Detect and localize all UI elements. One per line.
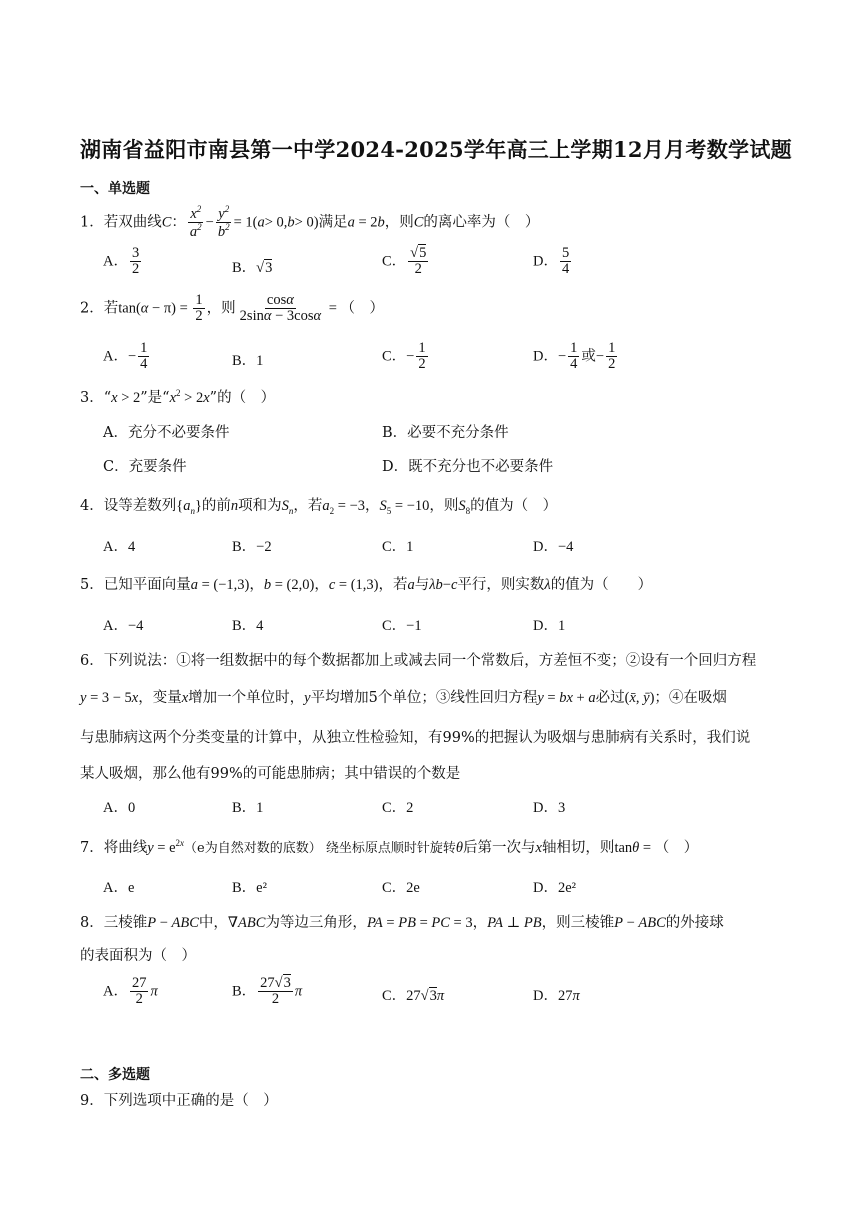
- q7-option-b: B．e²: [232, 880, 267, 896]
- q6-option-b: B．1: [232, 800, 264, 816]
- q7-option-d: D．2e²: [533, 880, 577, 896]
- q7-option-a: A．e: [103, 880, 135, 896]
- q1-option-b: B．√3: [232, 260, 273, 276]
- section-heading-single: 一、单选题: [80, 181, 150, 197]
- q2-option-b: B．1: [232, 353, 264, 369]
- q6-option-a: A．0: [103, 800, 136, 816]
- q4-option-b: B．−2: [232, 539, 272, 555]
- page-title: 湖南省益阳市南县第一中学2024-2025学年高三上学期12月月考数学试题: [80, 137, 792, 162]
- question-2: 2．若tan(α − π) = $\frac{1}{2}$ ，则 $\frac{\cos\alpha}{2\sin\alpha - 3\cos\alpha}$ = （ ）: [80, 292, 385, 325]
- q4-option-d: D．−4: [533, 539, 574, 555]
- q8-option-d: D．27π: [533, 988, 580, 1004]
- q8-option-c: C．27√3π: [382, 988, 445, 1004]
- q1-option-d: D． $\frac{5}{4}$: [533, 245, 570, 278]
- q4-option-a: A．4: [103, 539, 136, 555]
- q5-option-d: D．1: [533, 618, 566, 634]
- question-8-line-2: 的表面积为（ ）: [80, 948, 196, 964]
- question-6-line-2: y = 3 − 5x，变量x增加一个单位时，y平均增加5个单位；③线性回归方程y = bx + a必过(x̄, ȳ)；④在吸烟: [80, 690, 727, 706]
- question-5: 5．已知平面向量a = (−1,3)，b = (2,0)，c = (1,3)，若a与λb−c平行，则实数λ的值为（ ）: [80, 577, 653, 593]
- q8-option-a: A． $\frac{27}{2}$ π: [103, 975, 158, 1008]
- section-heading-multi: 二、多选题: [80, 1067, 150, 1083]
- q4-option-c: C．1: [382, 539, 414, 555]
- question-3: 3．“x > 2”是“$x^2 > 2x$”的（ ）: [80, 388, 276, 406]
- question-4: 4．设等差数列$\{a_n\}$的前n项和为$S_n$，若$a_2 = -3$，$S_5 = -10$，则$S_8$的值为（ ）: [80, 498, 558, 516]
- question-7: 7．将曲线$y = e^{2x}(e$为自然对数的底数） 绕坐标原点顺时针旋转θ后第一次与x轴相切，则tanθ = （ ）: [80, 838, 699, 856]
- q3-option-a: A．充分不必要条件: [103, 425, 230, 441]
- q7-option-c: C．2e: [382, 880, 420, 896]
- q5-option-a: A．−4: [103, 618, 144, 634]
- q8-option-b: B． $\frac{27√3}{2}$ π: [232, 975, 303, 1008]
- q3-option-d: D．既不充分也不必要条件: [382, 459, 554, 475]
- question-1: 1．若双曲线C： $\frac{x^2}{a^2}$ − $\frac{y^2}{b^2}$ = 1(a> 0,b> 0)满足a = 2b，则C的离心率为（ ）: [80, 204, 540, 240]
- q1-option-a: A． $\frac{3}{2}$: [103, 245, 140, 278]
- q5-option-b: B．4: [232, 618, 264, 634]
- question-9: 9．下列选项中正确的是（ ）: [80, 1093, 278, 1109]
- q6-option-d: D．3: [533, 800, 566, 816]
- question-6-line-4: 某人吸烟，那么他有99%的可能患肺病；其中错误的个数是: [80, 766, 461, 782]
- q2-option-d: D．− $\frac{1}{4}$ 或− $\frac{1}{2}$: [533, 340, 616, 373]
- q5-option-c: C．−1: [382, 618, 422, 634]
- question-8-line-1: 8．三棱锥P − ABC中，∇ABC为等边三角形，PA = PB = PC = 3，PA ⊥ PB，则三棱锥P − ABC的外接球: [80, 915, 724, 931]
- question-6-line-3: 与患肺病这两个分类变量的计算中，从独立性检验知，有99%的把握认为吸烟与患肺病有关系时，我们说: [80, 730, 751, 746]
- question-6-line-1: 6．下列说法：①将一组数据中的每个数据都加上或减去同一个常数后，方差恒不变；②设有一个回归方程: [80, 653, 757, 669]
- q2-option-c: C．− $\frac{1}{2}$: [382, 340, 426, 373]
- q3-option-c: C．充要条件: [103, 459, 187, 475]
- q1-option-c: C． $\frac{√5}{2}$: [382, 245, 427, 278]
- q2-option-a: A．− $\frac{1}{4}$: [103, 340, 148, 373]
- q6-option-c: C．2: [382, 800, 414, 816]
- q3-option-b: B．必要不充分条件: [382, 425, 509, 441]
